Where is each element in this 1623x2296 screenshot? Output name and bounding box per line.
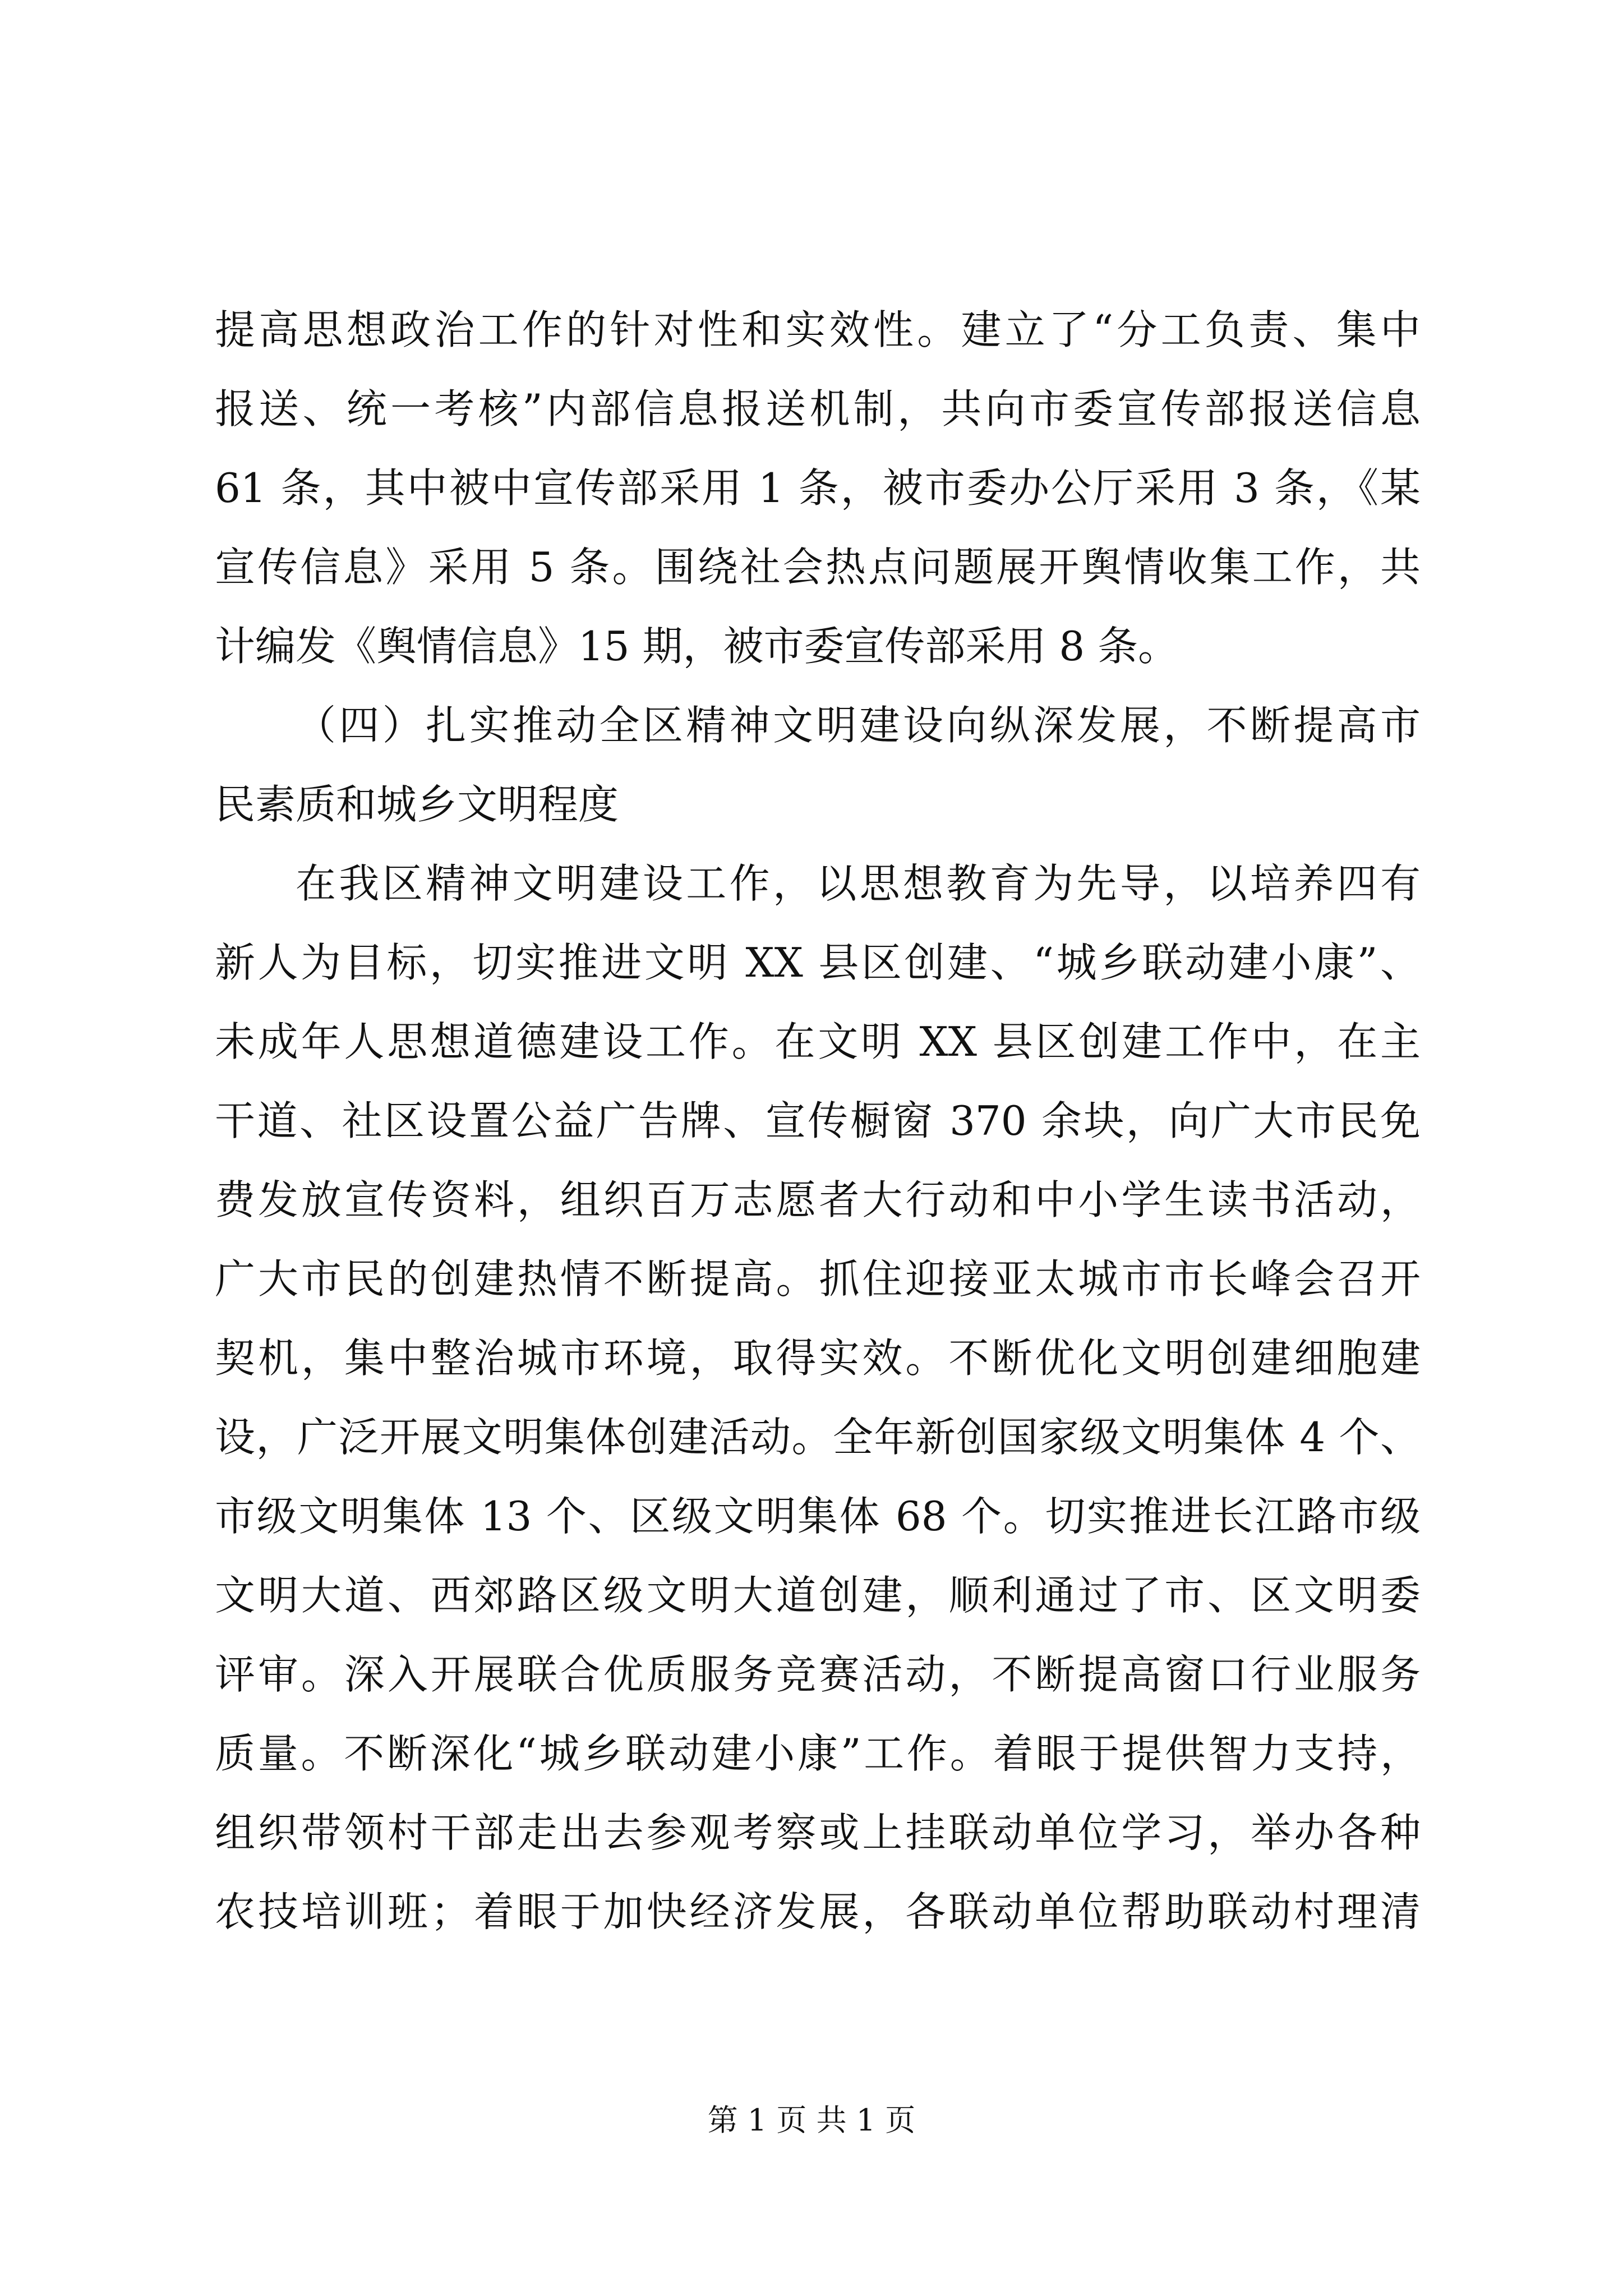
text-line: 文明大道、西郊路区级文明大道创建，顺利通过了市、区文明委	[215, 1572, 1421, 1619]
section-heading-line: 民素质和城乡文明程度	[215, 781, 619, 828]
text-line: 契机，集中整治城市环境，取得实效。不断优化文明创建细胞建	[215, 1335, 1421, 1382]
text-line: 报送、统一考核”内部信息报送机制，共向市委宣传部报送信息	[215, 385, 1421, 432]
paragraph-first-line: 在我区精神文明建设工作，以思想教育为先导，以培养四有	[296, 860, 1421, 907]
page-footer: 第 1 页 共 1 页	[707, 2102, 916, 2138]
section-heading-line: （四）扎实推动全区精神文明建设向纵深发展，不断提高市	[296, 702, 1421, 749]
body-text	[215, 291, 1421, 1952]
text-line: 质量。不断深化“城乡联动建小康”工作。着眼于提供智力支持，	[215, 1730, 1421, 1777]
text-line: 未成年人思想道德建设工作。在文明 XX 县区创建工作中，在主	[215, 1018, 1421, 1065]
text-line: 市级文明集体 13 个、区级文明集体 68 个。切实推进长江路市级	[215, 1493, 1421, 1540]
text-line: 干道、社区设置公益广告牌、宣传橱窗 370 余块，向广大市民免	[215, 1097, 1421, 1144]
text-line: 广大市民的创建热情不断提高。抓住迎接亚太城市市长峰会召开	[215, 1255, 1421, 1303]
text-line: 设，广泛开展文明集体创建活动。全年新创国家级文明集体 4 个、	[215, 1414, 1421, 1461]
text-line: 提高思想政治工作的针对性和实效性。建立了“分工负责、集中	[215, 306, 1421, 353]
text-line: 农技培训班；着眼于加快经济发展，各联动单位帮助联动村理清	[215, 1888, 1421, 1935]
text-line: 61 条，其中被中宣传部采用 1 条，被市委办公厅采用 3 条，《某	[215, 464, 1421, 512]
text-line: 新人为目标，切实推进文明 XX 县区创建、“城乡联动建小康”、	[215, 939, 1421, 986]
text-line: 宣传信息》采用 5 条。围绕社会热点问题展开舆情收集工作，共	[215, 544, 1421, 591]
text-line: 费发放宣传资料，组织百万志愿者大行动和中小学生读书活动，	[215, 1176, 1421, 1223]
text-line: 计编发《舆情信息》15 期，被市委宣传部采用 8 条。	[215, 623, 1179, 670]
text-line: 组织带领村干部走出去参观考察或上挂联动单位学习，举办各种	[215, 1809, 1421, 1856]
text-line: 评审。深入开展联合优质服务竞赛活动，不断提高窗口行业服务	[215, 1651, 1421, 1698]
